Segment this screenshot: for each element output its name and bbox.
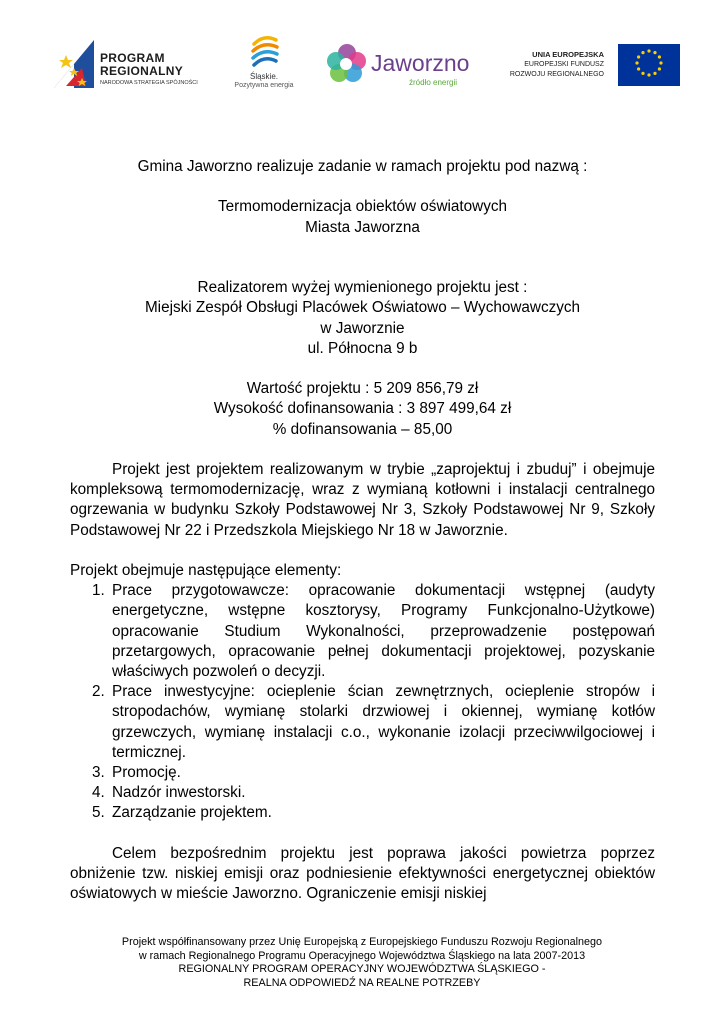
list-item bbox=[70, 803, 655, 823]
elements-intro: Projekt obejmuje następujące elementy: bbox=[70, 561, 342, 579]
list-item-number: 5. bbox=[92, 804, 105, 822]
ue-line3: ROZWOJU REGIONALNEGO bbox=[509, 71, 604, 78]
ue-line1: UNIA EUROPEJSKA bbox=[532, 50, 604, 59]
funding-amount: Wysokość dofinansowania : 3 897 499,64 zł bbox=[213, 400, 512, 418]
list-item-text: Prace inwestycyjne: ocieplenie ścian zewnętrznych, ocieplenie stropów i stropodachów, wymianę stolarki drzwiowej i okiennej, wymianę kotłów grzewczych, wymianę instalacji c.o., wykonanie izolacji przeciwwilgociowej i termicznej. bbox=[112, 683, 655, 761]
slaskie-waves-icon bbox=[250, 34, 280, 70]
logo-bar bbox=[0, 30, 724, 100]
jaworzno-logo bbox=[325, 42, 475, 92]
list-item bbox=[70, 682, 655, 763]
footer bbox=[0, 936, 724, 990]
list-item-number: 1. bbox=[92, 582, 105, 600]
list-item-number: 2. bbox=[92, 683, 105, 701]
ue-line2: EUROPEJSKI FUNDUSZ bbox=[524, 61, 604, 68]
elements-list bbox=[70, 581, 655, 823]
footer-line1: Projekt współfinansowany przez Unię Europejską z Europejskiego Funduszu Rozwoju Regionalnego bbox=[121, 936, 603, 948]
program-regionalny-line3: NARODOWA STRATEGIA SPÓJNOŚCI bbox=[100, 80, 198, 86]
realizator-name: Miejski Zespół Obsługi Placówek Oświatowo – Wychowawczych bbox=[144, 299, 581, 317]
ue-logo bbox=[505, 44, 680, 90]
eu-flag-icon bbox=[618, 44, 680, 86]
program-regionalny-line1: PROGRAM bbox=[100, 51, 165, 65]
footer-line2: w ramach Regionalnego Programu Operacyjnego Województwa Śląskiego na lata 2007-2013 bbox=[138, 949, 586, 962]
project-value: Wartość projektu : 5 209 856,79 zł bbox=[246, 380, 479, 398]
intro-text: Gmina Jaworzno realizuje zadanie w ramach projektu pod nazwą : bbox=[137, 158, 588, 175]
list-item bbox=[70, 581, 655, 682]
slaskie-logo bbox=[228, 34, 300, 94]
project-description: Projekt jest projektem realizowanym w trybie „zaprojektuj i zbuduj” i obejmuje kompleksową termomodernizację, wraz z wymianą kotłowni i instalacji centralnego ogrzewania w budynku Szkoły Podstawowej Nr 3, Szkoły Podstawowej Nr 9, Szkoły Podstawowej Nr 22 i Przedszkola Miejskiego Nr 18 w Jaworznie. bbox=[70, 460, 655, 539]
list-item bbox=[70, 783, 655, 803]
jaworzno-flower-icon bbox=[325, 42, 369, 86]
list-item-number: 3. bbox=[92, 764, 105, 781]
list-item-text: Nadzór inwestorski. bbox=[112, 784, 246, 802]
list-item-text: Promocję. bbox=[112, 764, 181, 781]
slaskie-slogan: Pozytywna energia bbox=[234, 82, 294, 89]
list-item-text: Zarządzanie projektem. bbox=[112, 804, 272, 822]
list-item bbox=[70, 763, 655, 783]
realizator-label: Realizatorem wyżej wymienionego projektu jest : bbox=[197, 279, 528, 297]
list-item-number: 4. bbox=[92, 784, 105, 802]
project-title-line1: Termomodernizacja obiektów oświatowych bbox=[217, 198, 508, 216]
document-body bbox=[70, 157, 655, 904]
footer-line3: REGIONALNY PROGRAM OPERACYJNY WOJEWÓDZTWA ŚLĄSKIEGO - bbox=[178, 963, 546, 976]
jaworzno-name: Jaworzno bbox=[371, 50, 470, 76]
program-regionalny-logo bbox=[52, 38, 222, 90]
project-title-line2: Miasta Jaworzna bbox=[305, 218, 420, 236]
jaworzno-slogan: źródło energii bbox=[409, 78, 458, 87]
project-goal: Celem bezpośrednim projektu jest poprawa jakości powietrza poprzez obniżenie tzw. niskiej emisji oraz podniesienie efektywności energetycznej obiektów oświatowych w mieście Jaworzno. Ograniczenie emisji niskiej bbox=[70, 844, 655, 903]
list-item-text: Prace przygotowawcze: opracowanie dokumentacji wstępnej (audyty energetyczne, wstępne kosztorysy, Programy Funkcjonalno-Użytkowe) opracowanie Studium Wykonalności, przeprowadzenie postępowań przetargowych, opracowanie pełnej dokumentacji projektowej, pozyskanie właściwych pozwoleń o decyzji. bbox=[112, 582, 655, 680]
realizator-address: ul. Północna 9 b bbox=[307, 339, 418, 357]
realizator-city: w Jaworznie bbox=[320, 319, 405, 337]
slaskie-name: Śląskie. bbox=[249, 72, 278, 81]
program-regionalny-flag-icon bbox=[52, 38, 96, 90]
funding-percent: % dofinansowania – 85,00 bbox=[272, 420, 453, 438]
program-regionalny-line2: REGIONALNY bbox=[100, 64, 184, 78]
footer-line4: REALNA ODPOWIEDŹ NA REALNE POTRZEBY bbox=[243, 976, 481, 989]
